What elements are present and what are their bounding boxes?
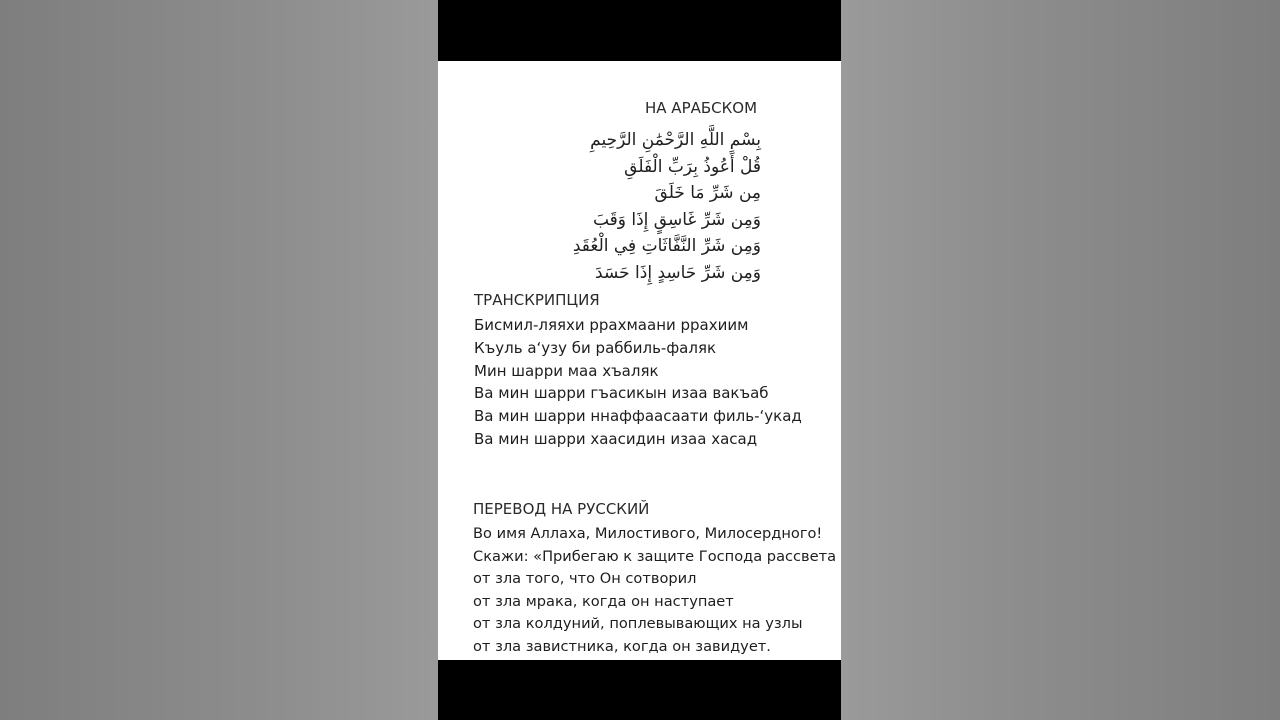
transcription-line: Ва мин шарри гъасикын изаа вакъаб [474, 384, 769, 403]
arabic-line: وَمِن شَرِّ حَاسِدٍ إِذَا حَسَدَ [595, 262, 761, 283]
blurred-background-right [841, 0, 1280, 720]
arabic-line: قُلْ أَعُوذُ بِرَبِّ الْفَلَقِ [624, 156, 761, 177]
arabic-text-block [573, 127, 761, 286]
translation-line: от зла того, что Он сотворил [473, 570, 697, 588]
translation-text-block [473, 523, 836, 659]
arabic-line: بِسْمِ اللَّهِ الرَّحْمَٰنِ الرَّحِيمِ [590, 130, 761, 150]
transcription-line: Къуль а‘узу би раббиль-фаляк [474, 338, 717, 357]
translation-line: от зла колдуний, поплевывающих на узлы [473, 615, 803, 633]
translation-line: от зла завистника, когда он завидует. [473, 637, 771, 655]
arabic-line: وَمِن شَرِّ غَاسِقٍ إِذَا وَقَبَ [592, 209, 761, 230]
blurred-background-left [0, 0, 438, 720]
video-frame[interactable] [438, 0, 841, 720]
translation-line: Скажи: «Прибегаю к защите Господа рассвета [473, 547, 837, 565]
translation-line: Во имя Аллаха, Милостивого, Милосердного! [473, 525, 823, 542]
arabic-line: وَمِن شَرِّ النَّفَّاثَاتِ فِي الْعُقَدِ [572, 236, 761, 256]
transcription-text-block [474, 314, 802, 451]
transcription-line: Бисмил-ляяхи ррахмаани ррахиим [474, 316, 749, 334]
document-page [438, 61, 841, 660]
transcription-line: Ва мин шарри ннаффаасаати филь-‘укад [474, 407, 802, 426]
transcription-heading: ТРАНСКРИПЦИЯ [474, 291, 600, 309]
transcription-line: Ва мин шарри хаасидин изаа хасад [474, 429, 758, 448]
arabic-heading: НА АРАБСКОМ [645, 99, 758, 117]
translation-line: от зла мрака, когда он наступает [473, 592, 734, 610]
translation-heading: ПЕРЕВОД НА РУССКИЙ [473, 500, 650, 518]
transcription-line: Мин шарри маа хъаляк [474, 361, 659, 380]
arabic-line: مِن شَرِّ مَا خَلَقَ [654, 183, 761, 203]
